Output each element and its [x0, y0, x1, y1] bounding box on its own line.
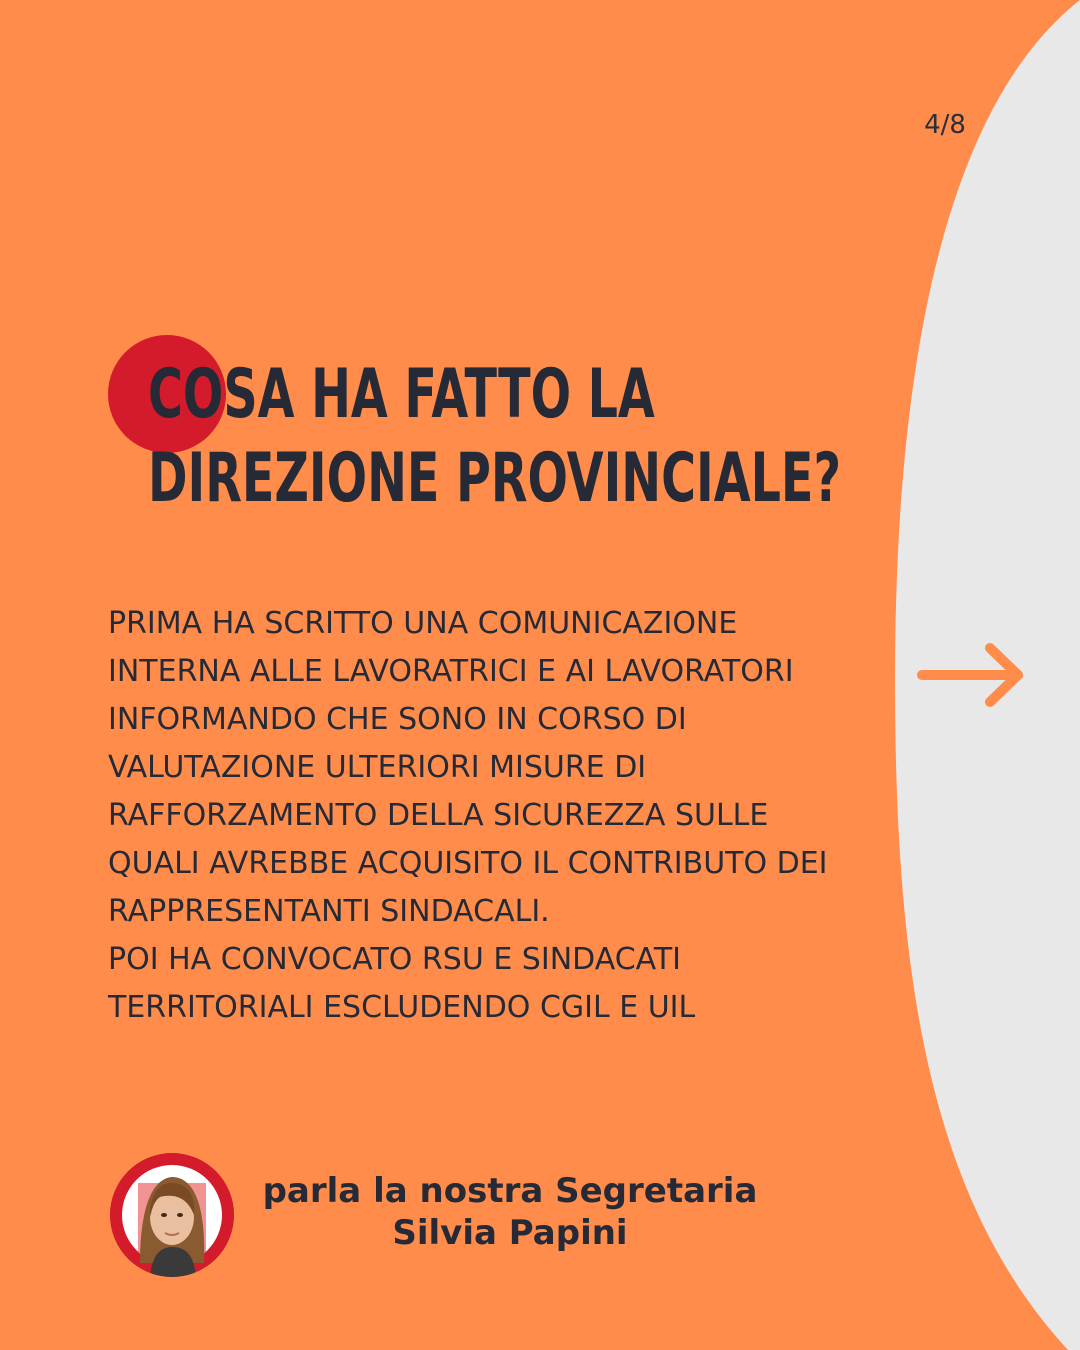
- caption-line-2: Silvia Papini: [392, 1213, 628, 1253]
- caption: [250, 1170, 770, 1254]
- caption-line-1: parla la nostra Segretaria: [262, 1171, 758, 1211]
- body-line: INFORMANDO CHE SONO IN CORSO DI: [108, 702, 687, 737]
- body-line: PRIMA HA SCRITTO UNA COMUNICAZIONE: [108, 606, 738, 641]
- body-line: VALUTAZIONE ULTERIORI MISURE DI: [108, 750, 647, 785]
- body-line: POI HA CONVOCATO RSU E SINDACATI: [108, 942, 682, 977]
- avatar: [110, 1153, 234, 1277]
- title-line-2: DIREZIONE PROVINCIALE?: [148, 439, 842, 518]
- person-portrait-icon: [110, 1153, 234, 1277]
- title-line-1: COSA HA FATTO LA: [148, 355, 655, 434]
- body-line: RAPPRESENTANTI SINDACALI.: [108, 894, 550, 929]
- page-counter: 4/8: [924, 110, 966, 140]
- body-line: INTERNA ALLE LAVORATRICI E AI LAVORATORI: [108, 654, 794, 689]
- body-line: RAFFORZAMENTO DELLA SICUREZZA SULLE: [108, 798, 769, 833]
- body-line: TERRITORIALI ESCLUDENDO CGIL E UIL: [108, 990, 696, 1025]
- page-title: [148, 353, 842, 521]
- body-text: [108, 600, 898, 1032]
- arrow-right-icon[interactable]: [912, 638, 1032, 712]
- body-line: QUALI AVREBBE ACQUISITO IL CONTRIBUTO DEI: [108, 846, 828, 881]
